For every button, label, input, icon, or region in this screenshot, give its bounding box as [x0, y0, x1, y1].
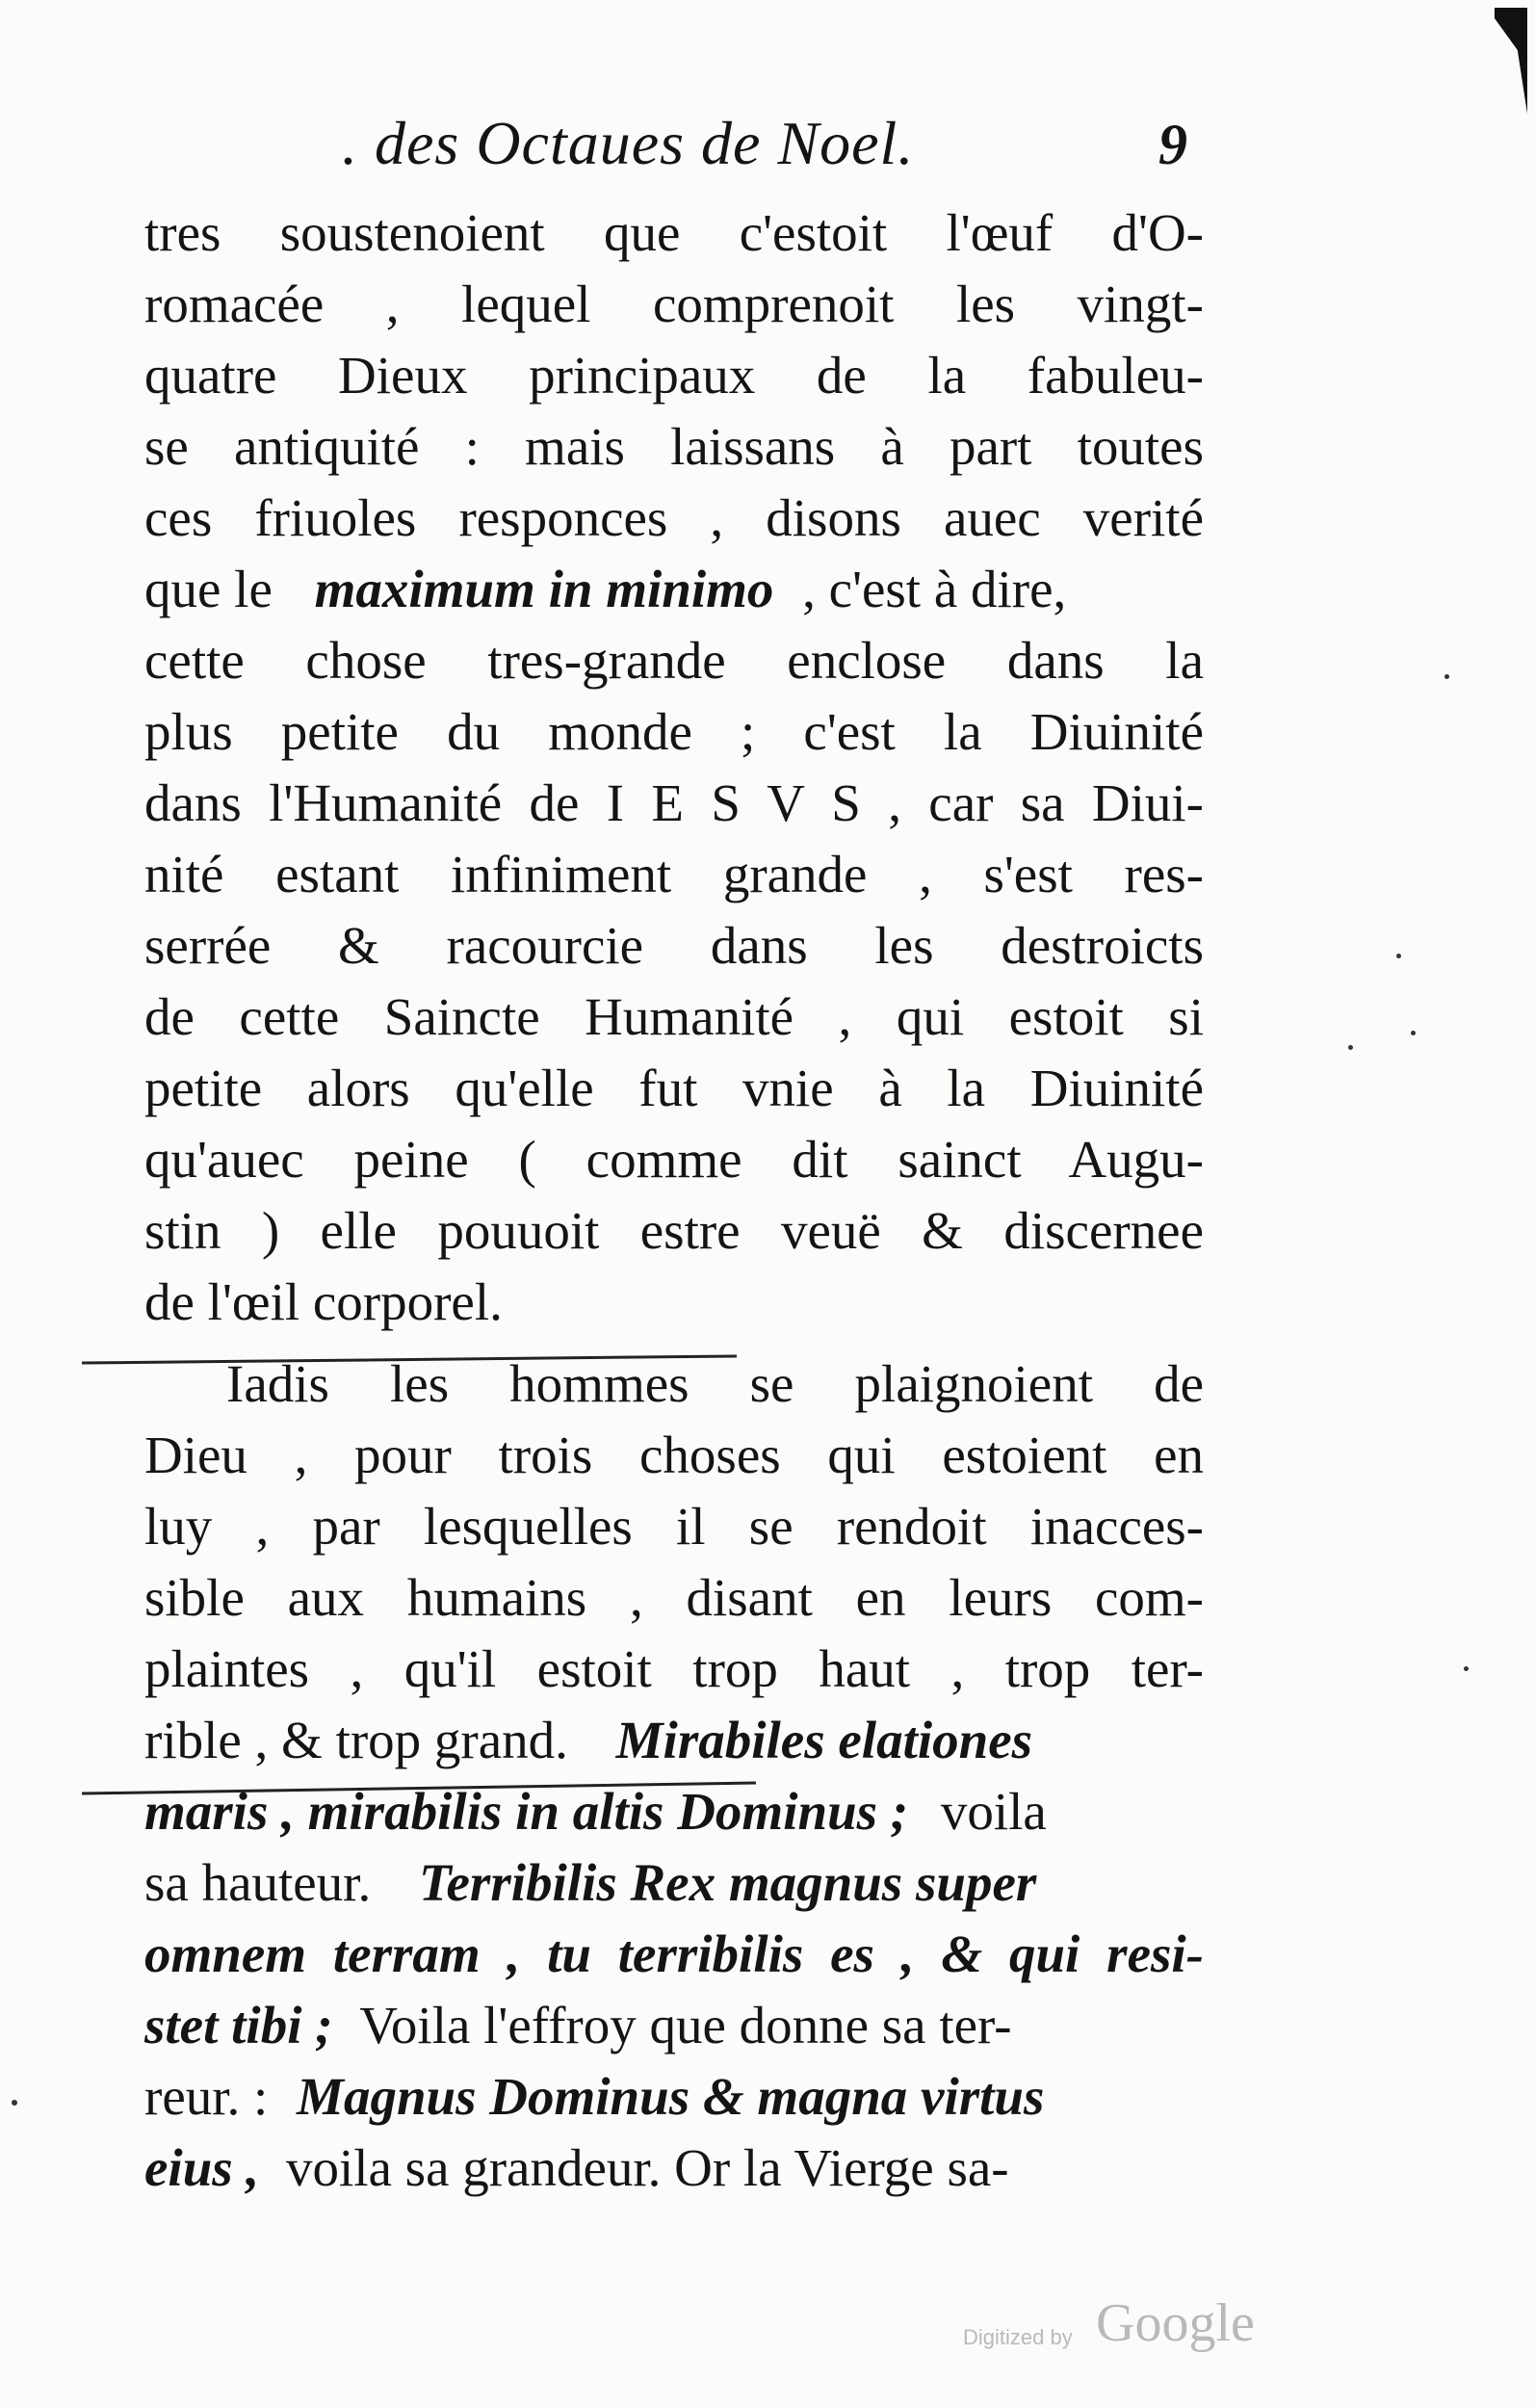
text-line: sible aux humains , disant en leurs com-	[144, 1568, 1204, 1627]
text-fragment: voila	[940, 1782, 1047, 1841]
text-line-with-latin	[144, 554, 1204, 625]
text-fragment: que le	[144, 560, 273, 618]
text-line: se antiquité : mais laissans à part toutes	[144, 417, 1204, 476]
digitized-label: Digitized by	[963, 2325, 1073, 2349]
latin-phrase: eius ,	[144, 2138, 260, 2197]
text-line: quatre Dieux principaux de la fabuleu-	[144, 346, 1204, 405]
running-header-title: . des Octaues de Noel.	[342, 109, 915, 177]
latin-phrase: Magnus Dominus & magna virtus	[297, 2067, 1045, 2126]
text-line-with-latin	[144, 2061, 1204, 2133]
corner-ink-mark	[1495, 8, 1527, 114]
text-fragment: voila sa grandeur. Or la Vierge sa-	[285, 2138, 1009, 2197]
page-number: 9	[1158, 113, 1187, 176]
text-line-with-latin	[144, 1705, 1204, 1776]
scan-speck	[12, 2100, 17, 2106]
text-line: Dieu , pour trois choses qui estoient en	[144, 1426, 1204, 1484]
text-line: Iadis les hommes se plaignoient de	[226, 1354, 1204, 1413]
text-line-with-latin	[144, 1847, 1204, 1919]
scan-speck	[1396, 954, 1401, 958]
latin-phrase: maris , mirabilis in altis Dominus ;	[144, 1782, 909, 1841]
text-line: cette chose tres-grande enclose dans la	[144, 631, 1204, 690]
text-line: nité estant infiniment grande , s'est res-	[144, 845, 1204, 903]
latin-phrase: stet tibi ;	[144, 1996, 333, 2055]
text-line: dans l'Humanité de I E S V S , car sa Diui-	[144, 773, 1204, 832]
text-fragment: reur. :	[144, 2067, 269, 2126]
text-line: ces friuoles responces , disons auec verité	[144, 488, 1204, 547]
text-fragment: rible , & trop grand.	[144, 1711, 568, 1769]
latin-phrase: Terribilis Rex magnus super	[418, 1853, 1037, 1912]
scan-speck	[1348, 1045, 1353, 1050]
latin-phrase: maximum in minimo	[314, 560, 774, 618]
text-line-with-latin	[144, 2133, 1204, 2204]
text-line: petite alors qu'elle fut vnie à la Diuinité	[144, 1059, 1204, 1117]
running-header	[342, 108, 1209, 195]
text-line: romacée , lequel comprenoit les vingt-	[144, 275, 1204, 333]
text-line: serrée & racourcie dans les destroicts	[144, 916, 1204, 975]
text-line: plus petite du monde ; c'est la Diuinité	[144, 702, 1204, 761]
text-line: stin ) elle pouuoit estre veuë & discernee	[144, 1201, 1204, 1260]
scan-speck	[1464, 1666, 1469, 1671]
text-line-with-latin	[144, 1776, 1204, 1847]
text-line: qu'auec peine ( comme dit sainct Augu-	[144, 1130, 1204, 1189]
latin-line: omnem terram , tu terribilis es , & qui resi-	[144, 1924, 1204, 1983]
google-logo: Google	[1096, 2293, 1255, 2353]
text-line-with-latin	[144, 1990, 1204, 2061]
digitization-watermark	[963, 2292, 1281, 2360]
text-fragment: , c'est à dire,	[802, 560, 1067, 618]
scan-speck	[1411, 1031, 1416, 1035]
text-fragment: sa hauteur.	[144, 1853, 372, 1912]
text-fragment: Voila l'effroy que donne sa ter-	[359, 1996, 1012, 2055]
text-line: tres soustenoient que c'estoit l'œuf d'O-	[144, 203, 1204, 262]
text-line: plaintes , qu'il estoit trop haut , trop ter-	[144, 1639, 1204, 1698]
scan-speck	[1444, 674, 1449, 679]
text-line: de cette Saincte Humanité , qui estoit si	[144, 987, 1204, 1046]
latin-phrase: Mirabiles elationes	[615, 1711, 1033, 1769]
text-line: de l'œil corporel.	[144, 1272, 503, 1331]
text-line: luy , par lesquelles il se rendoit inacces-	[144, 1497, 1204, 1556]
